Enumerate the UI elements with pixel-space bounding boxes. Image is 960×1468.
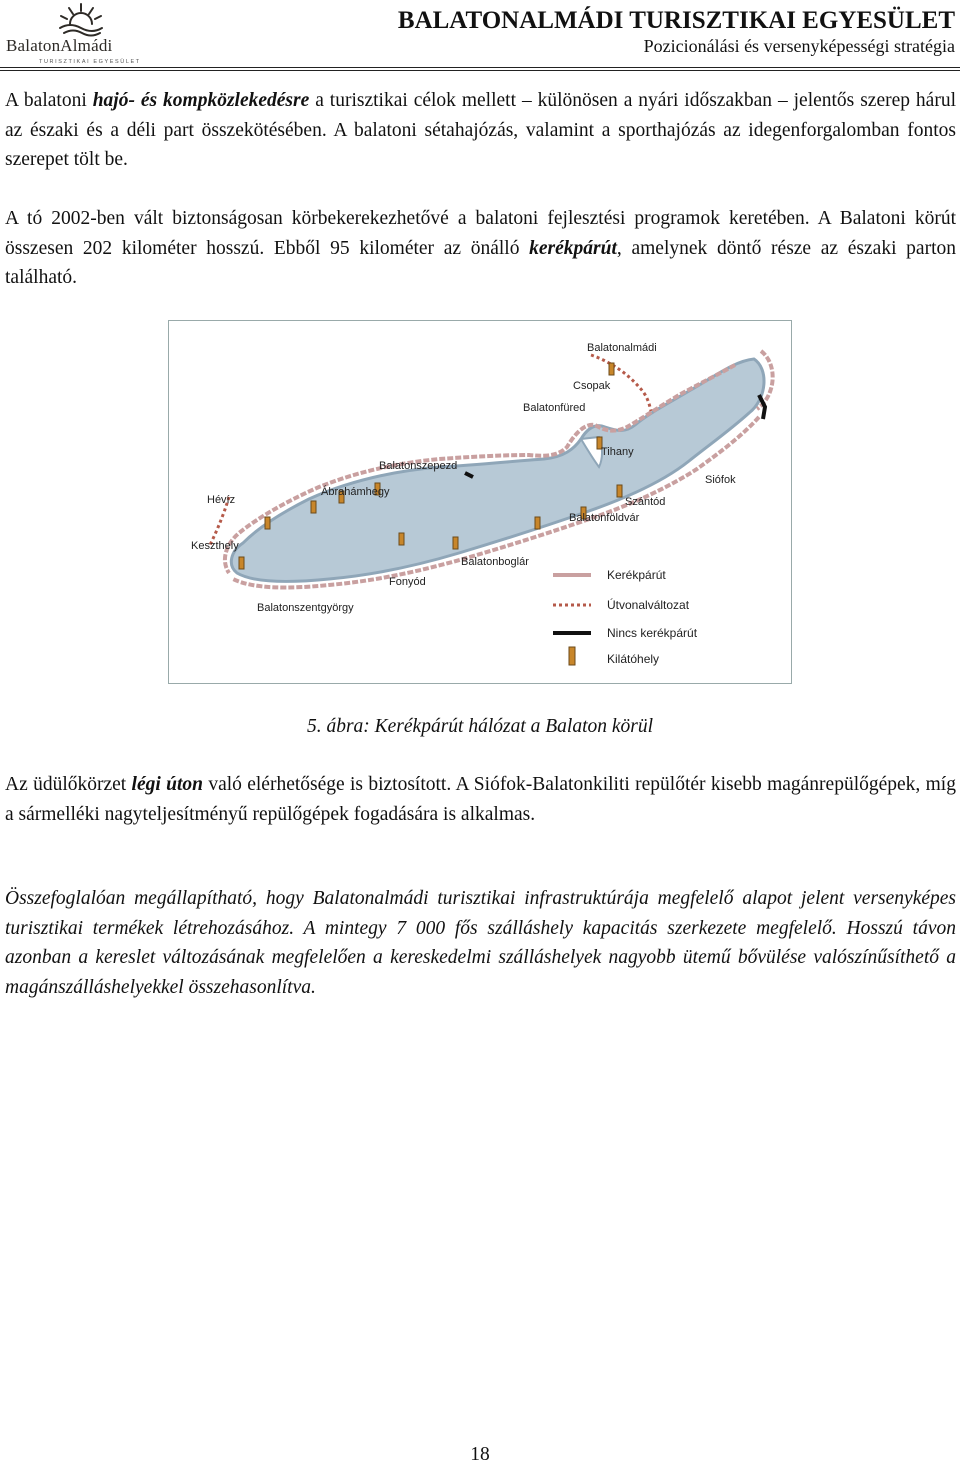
paragraph-text: A balatoni — [5, 90, 93, 111]
header-rule — [0, 67, 960, 68]
sun-wave-icon — [56, 2, 106, 38]
balatonalmadi-logo — [6, 2, 156, 66]
page-number: 18 — [470, 1444, 490, 1465]
logo-subtitle: TURISZTIKAI EGYESÜLET — [39, 59, 141, 65]
paragraph-bike-route — [5, 204, 956, 293]
paragraph-summary: Összefoglalóan megállapítható, hogy Balatonalmádi turisztikai infrastruktúrája megfelelő alapot jelent versenyképes turisztikai termékek létrehozásához. A mintegy 7 000 fős szálláshely kapacitás szerkezete megfelelő. Hosszú távon azonban a kereslet változásának megfelelően a kereskedelmi szálláshelyek nagyobb ütemű bővülése valószínűsíthető a magánszálláshelyekkel összehasonlítva. — [5, 888, 956, 998]
paragraph-text: A tó 2002-ben vált biztonságosan körbekerekezhetővé a balatoni fejlesztési programok keretében. A Balatoni körút összesen 202 kilométer hosszú. Ebből 95 kilométer az önálló — [5, 208, 956, 259]
map-label-balatonfured: Balatonfüred — [523, 402, 586, 414]
map-canvas — [169, 321, 791, 683]
lookout-icon — [453, 537, 458, 549]
map-label-balatonalmadi: Balatonalmádi — [587, 342, 657, 354]
paragraph-text: Az üdülőkörzet — [5, 774, 132, 795]
organization-name: BALATONALMÁDI TURISZTIKAI EGYESÜLET — [397, 7, 955, 34]
map-label-tihany: Tihany — [601, 446, 634, 458]
map-label-csopak: Csopak — [573, 380, 611, 392]
map-label-fonyod: Fonyód — [389, 576, 426, 588]
map-label-balatonboglar: Balatonboglár — [461, 556, 529, 568]
legend-bike-path: Kerékpárút — [607, 568, 666, 582]
map-legend — [553, 568, 698, 666]
lookout-icon — [311, 501, 316, 513]
paragraph-ferry-transport — [5, 86, 956, 175]
paragraph-air-access — [5, 770, 956, 829]
map-label-heviz: Hévíz — [207, 494, 236, 506]
document-subtitle: Pozicionálási és versenyképességi stratégia — [643, 36, 955, 56]
map-label-abrahamhegy: Ábrahámhegy — [321, 486, 390, 498]
paragraph-text: való elérhetősége is biztosított. A Siófok-Balatonkiliti repülőtér kisebb magánrepülőgépek, míg a sármelléki nagyteljesítményű repülőgépek fogadására is alkalmas. — [5, 774, 956, 825]
map-label-keszthely: Keszthely — [191, 540, 239, 552]
lookout-icon — [609, 363, 614, 375]
page-header — [0, 0, 960, 70]
lookout-icon — [399, 533, 404, 545]
legend-no-bike-path: Nincs kerékpárút — [607, 626, 698, 640]
bike-network-map — [168, 320, 792, 684]
map-label-balatonszepezd: Balatonszepezd — [379, 460, 458, 472]
map-label-szantod: Szántód — [625, 496, 666, 508]
figure-caption: 5. ábra: Kerékpárút hálózat a Balaton körül — [306, 716, 654, 737]
lookout-icon — [535, 517, 540, 529]
map-label-balatonfoldvar: Balatonföldvár — [569, 512, 640, 524]
legend-lookout-icon — [569, 647, 575, 665]
header-titles — [398, 6, 955, 57]
legend-route-change: Útvonalváltozat — [607, 598, 690, 612]
emphasis-air: légi úton — [131, 774, 203, 795]
lookout-icon — [239, 557, 244, 569]
emphasis-bike-path: kerékpárút — [529, 237, 617, 259]
emphasis-ferry: hajó- és kompközlekedésre — [92, 90, 310, 111]
paragraph-text: a turisztikai célok mellett – különösen a nyári időszakban – jelentős szerep hárul az északi és a déli part összekötésében. A balatoni sétahajózás, valamint a sporthajózás az idegenforgalomban fontos szerepet tölt be. — [5, 90, 956, 171]
lookout-icon — [265, 517, 270, 529]
paragraph-text: , amelynek döntő része az északi parton található. — [5, 237, 956, 289]
logo-wordmark: BalatonAlmádi — [6, 36, 113, 55]
lookout-icon — [617, 485, 622, 497]
map-label-siofok: Siófok — [705, 474, 736, 486]
map-label-balatonszentgyorgy: Balatonszentgyörgy — [257, 602, 354, 614]
header-rule-secondary — [0, 70, 960, 71]
legend-lookout: Kilátóhely — [607, 652, 660, 666]
